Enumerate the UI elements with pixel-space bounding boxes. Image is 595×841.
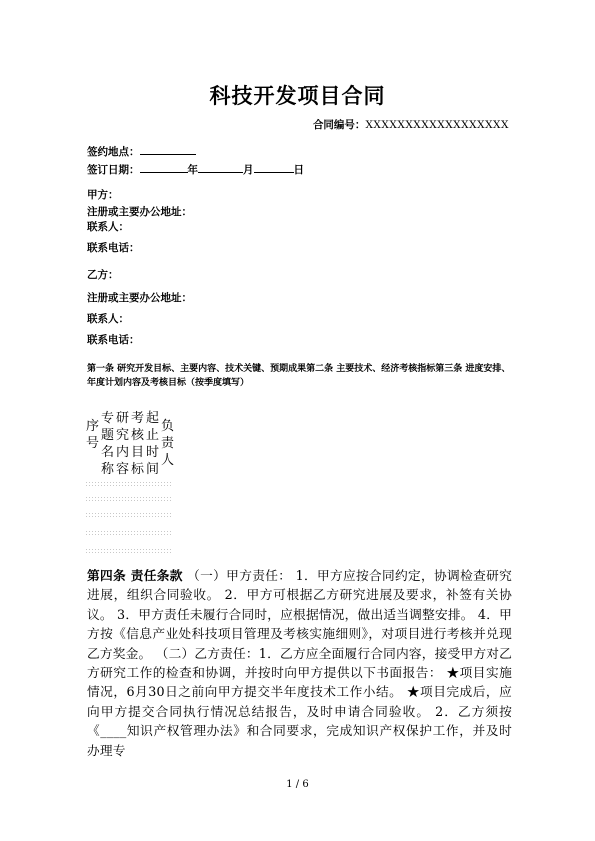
clause-heading: 第一条 研究开发目标、主要内容、技术关键、预期成果第二条 主要技术、经济考核指标第三条 进度安排、年度计划内容及考核目标（按季度填写）: [87, 364, 511, 388]
party-a-address: 注册或主要办公地址：: [87, 206, 192, 218]
party-b-address: 注册或主要办公地址：: [87, 292, 192, 304]
contract-number: [313, 117, 509, 132]
col-owner: 负责人: [160, 419, 174, 468]
col-topic: 专题名称: [100, 411, 114, 477]
col-seq: 序号: [85, 419, 99, 451]
article-4-heading: 第四条 责任条款: [87, 568, 183, 583]
year-label: 年: [187, 164, 198, 176]
page-number: 1 / 6: [286, 779, 309, 790]
year-blank: [140, 161, 188, 173]
party-a-label: 甲方：: [87, 189, 119, 201]
sign-date-field: [87, 161, 304, 177]
day-blank: [254, 161, 294, 173]
party-b-contact: 联系人：: [87, 313, 129, 325]
article-4: [87, 566, 512, 760]
party-b-label: 乙方：: [87, 269, 119, 281]
contract-number-value: XXXXXXXXXXXXXXXXXX: [365, 119, 509, 131]
month-blank: [198, 161, 243, 173]
article-4-text: （一）甲方责任： 1．甲方应按合同约定，协调检查研究进展，组织合同验收。 2．甲方可根据乙方研究进展及要求，补签有关协议。 3．甲方责任未履行合同时，应根据情况，做出适当调整安排。 4．甲方按《信息产业处科技项目管理及考核实施细则》，对项目进行考核并兑现乙方奖金。 （二）乙方责任：1．乙方应全面履行合同内容，接受甲方对乙方研究工作的检查和协调，并按时向甲方提供以下书面报告： ★项目实施情况，6月30日之前向甲方提交半年度技术工作小结。 ★项目完成后，应向甲方提交合同执行情况总结报告，及时申请合同验收。 2．乙方须按《____知识产权管理办法》和合同要求，完成知识产权保护工作，并及时办理专: [87, 568, 512, 758]
col-content: 研究内容: [115, 411, 129, 477]
party-a-contact: 联系人：: [87, 221, 129, 233]
party-b-phone: 联系电话：: [87, 334, 140, 346]
col-target: 考核目标: [130, 411, 144, 477]
sign-date-label: 签订日期：: [87, 164, 140, 176]
sign-place-blank: [140, 143, 196, 155]
document-title: 科技开发项目合同: [209, 84, 386, 108]
table-row-placeholder: [85, 548, 173, 553]
table-row-placeholder: [85, 481, 173, 486]
contract-number-label: 合同编号：: [312, 119, 366, 131]
col-period: 起止时间: [145, 411, 159, 477]
table-row-placeholder: [85, 512, 173, 517]
table-row-placeholder: [85, 530, 173, 535]
sign-place-field: [87, 143, 196, 159]
party-a-phone: 联系电话：: [87, 242, 140, 254]
table-row-placeholder: [85, 496, 173, 501]
month-label: 月: [243, 164, 254, 176]
sign-place-label: 签约地点：: [87, 146, 140, 158]
day-label: 日: [293, 164, 304, 176]
